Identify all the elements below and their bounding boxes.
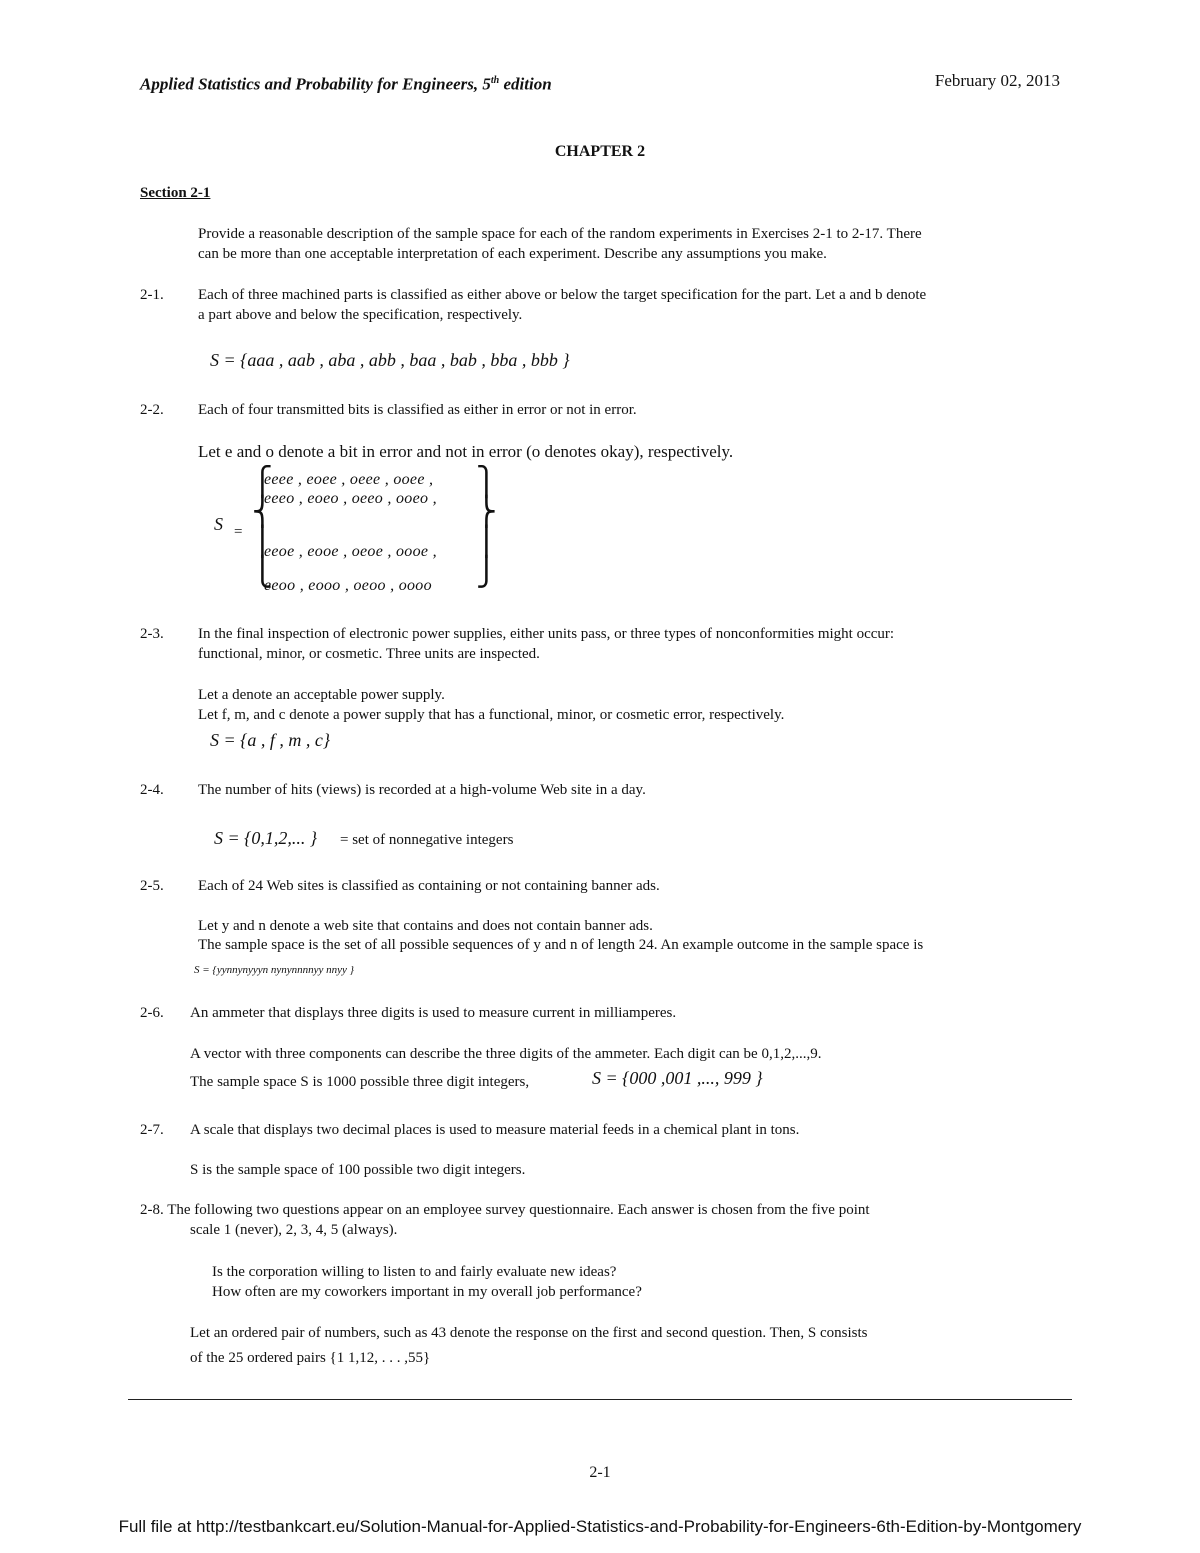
exercise-2-3-let-1: Let a denote an acceptable power supply. [198, 687, 445, 703]
exercise-2-8-conclusion-1: Let an ordered pair of numbers, such as 43 denote the response on the first and second question. Then, S consists [190, 1325, 868, 1341]
exercise-2-4-line: The number of hits (views) is recorded at a high-volume Web site in a day. [198, 782, 646, 798]
intro-line-2: can be more than one acceptable interpretation of each experiment. Describe any assumptions you make. [198, 246, 827, 262]
exercise-2-3-line-1: In the final inspection of electronic power supplies, either units pass, or three types of nonconformities might occur: [198, 626, 895, 642]
exercise-2-5-number: 2-5. [140, 878, 164, 894]
exercise-2-5-let-1: Let y and n denote a web site that contains and does not contain banner ads. [198, 918, 653, 934]
exercise-2-7-l1: S is the sample space of 100 possible two digit integers. [190, 1162, 526, 1178]
page-number: 2-1 [589, 1464, 611, 1481]
matrix-row-3: eeoe , eooe , oeoe , oooe , [264, 543, 437, 560]
matrix-equals: = [234, 524, 243, 540]
exercise-2-6-sample-space: S = {000 ,001 ,..., 999 } [592, 1068, 763, 1088]
exercise-2-3-line-2: functional, minor, or cosmetic. Three units are inspected. [198, 646, 540, 662]
exercise-2-1-line-1: Each of three machined parts is classified as either above or below the target specification for the part. Let a and b denote [198, 287, 927, 303]
exercise-2-5-line: Each of 24 Web sites is classified as containing or not containing banner ads. [198, 878, 660, 894]
exercise-2-8-conclusion-2: of the 25 ordered pairs {1 1,12, . . . ,55} [190, 1350, 431, 1366]
exercise-2-3-sample-space: S = {a , f , m , c} [210, 730, 331, 750]
exercise-2-6-l2: The sample space S is 1000 possible three digit integers, [190, 1074, 530, 1090]
footer-link[interactable]: Full file at http://testbankcart.eu/Solution-Manual-for-Applied-Statistics-and-Probability-for-Engineers-6th-Edition-by-Montgomery [118, 1517, 1082, 1536]
exercise-2-1-number: 2-1. [140, 287, 164, 303]
matrix-row-2: eeeo , eoeo , oeeo , ooeo , [264, 490, 437, 507]
exercise-2-6-l1: A vector with three components can describe the three digits of the ammeter. Each digit can be 0,1,2,...,9. [190, 1046, 822, 1062]
exercise-2-2-line: Each of four transmitted bits is classified as either in error or not in error. [198, 402, 637, 418]
exercise-2-3-number: 2-3. [140, 626, 164, 642]
header-date: February 02, 2013 [934, 71, 1060, 90]
matrix-s-label: S [214, 514, 223, 534]
exercise-2-4-tail: = set of nonnegative integers [340, 832, 514, 848]
exercise-2-8-line-1: 2-8. The following two questions appear on an employee survey questionnaire. Each answer is chosen from the five point [140, 1202, 870, 1218]
matrix-row-1: eeee , eoee , oeee , ooee , [264, 471, 434, 488]
right-brace-icon: ⎫ ⎬ ⎪ ⎭ [476, 467, 497, 588]
exercise-2-6-number: 2-6. [140, 1005, 164, 1021]
exercise-2-6-line: An ammeter that displays three digits is used to measure current in milliamperes. [190, 1005, 677, 1021]
exercise-2-7-number: 2-7. [140, 1122, 164, 1138]
matrix-row-4: eeoo , eooo , oeoo , oooo [264, 577, 432, 594]
exercise-2-8-question-2: How often are my coworkers important in my overall job performance? [212, 1284, 642, 1300]
exercise-2-7-line: A scale that displays two decimal places is used to measure material feeds in a chemical plant in tons. [190, 1122, 800, 1138]
chapter-title: CHAPTER 2 [554, 143, 646, 160]
section-title: Section 2-1 [140, 185, 211, 201]
header-title: Applied Statistics and Probability for Engineers, 5th edition [140, 74, 552, 94]
exercise-2-4-sample-space: S = {0,1,2,... } [214, 828, 318, 848]
exercise-2-2-number: 2-2. [140, 402, 164, 418]
intro-line-1: Provide a reasonable description of the sample space for each of the random experiments in Exercises 2-1 to 2-17. There [198, 226, 922, 242]
exercise-2-1-sample-space: S = {aaa , aab , aba , abb , baa , bab , bba , bbb } [210, 350, 570, 370]
footer-divider [128, 1399, 1072, 1400]
exercise-2-1-line-2: a part above and below the specification, respectively. [198, 307, 523, 323]
exercise-2-8-line-2: scale 1 (never), 2, 3, 4, 5 (always). [190, 1222, 398, 1238]
exercise-2-3-let-2: Let f, m, and c denote a power supply that has a functional, minor, or cosmetic error, respectively. [198, 707, 785, 723]
left-brace-icon: ⎧ ⎨ ⎪ ⎩ [252, 467, 273, 588]
exercise-2-2-let: Let e and o denote a bit in error and not in error (o denotes okay), respectively. [198, 442, 734, 461]
exercise-2-4-number: 2-4. [140, 782, 164, 798]
exercise-2-8-question-1: Is the corporation willing to listen to and fairly evaluate new ideas? [212, 1264, 617, 1280]
exercise-2-5-let-2: The sample space is the set of all possible sequences of y and n of length 24. An example outcome in the sample space is [198, 937, 924, 953]
exercise-2-5-example: S = {yynnynyyyn nynynnnnyy nnyy } [194, 964, 355, 976]
